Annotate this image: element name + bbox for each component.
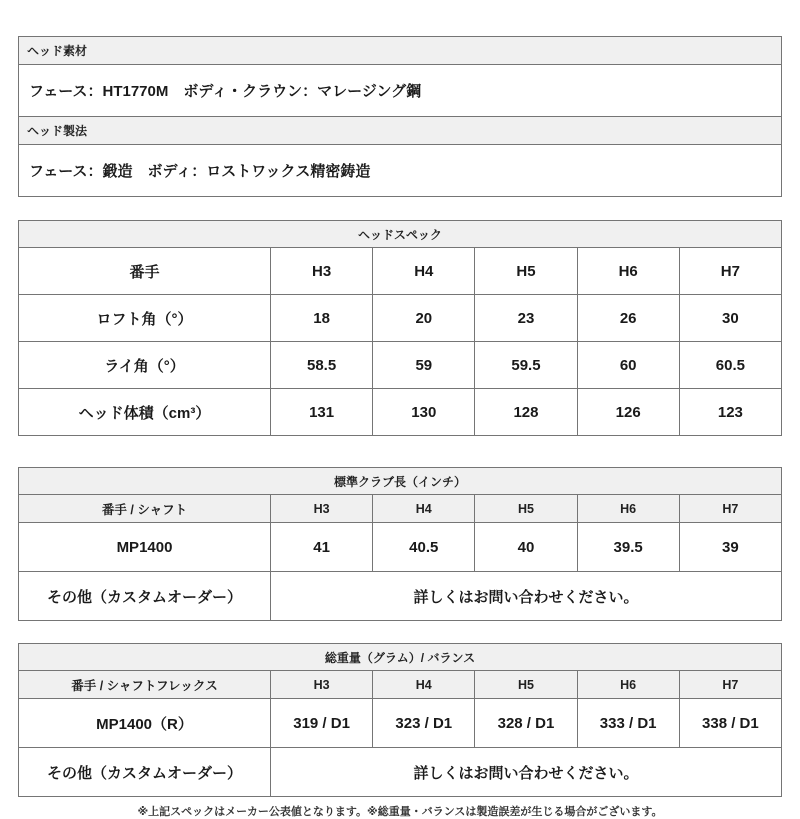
table-row xyxy=(19,342,782,389)
row-label-number: 番手 xyxy=(19,248,271,295)
header-cell: H3 xyxy=(271,671,373,699)
table-row xyxy=(19,523,782,572)
header-cell: H7 xyxy=(679,495,781,523)
spec-cell: 23 xyxy=(475,295,577,342)
spec-cell: 26 xyxy=(577,295,679,342)
spec-cell: 59 xyxy=(373,342,475,389)
spec-cell: 130 xyxy=(373,389,475,436)
table-row xyxy=(19,468,782,495)
spec-cell: H6 xyxy=(577,248,679,295)
spec-cell: 131 xyxy=(271,389,373,436)
header-cell: H6 xyxy=(577,671,679,699)
spec-cell: 20 xyxy=(373,295,475,342)
row-label-loft: ロフト角（°） xyxy=(19,295,271,342)
spec-cell: 60 xyxy=(577,342,679,389)
header-cell: H4 xyxy=(373,495,475,523)
row-label-lie: ライ角（°） xyxy=(19,342,271,389)
spec-cell: 18 xyxy=(271,295,373,342)
spec-cell: 123 xyxy=(679,389,781,436)
table-row xyxy=(19,145,782,197)
head-material-table xyxy=(18,36,782,197)
header-label-shaft: 番手 / シャフト xyxy=(19,495,271,523)
head-construction-value: フェース：鍛造 ボディ：ロストワックス精密鋳造 xyxy=(19,145,782,197)
spec-cell: 338 / D1 xyxy=(679,699,781,748)
table-row xyxy=(19,699,782,748)
spec-cell: 319 / D1 xyxy=(271,699,373,748)
spec-cell: H4 xyxy=(373,248,475,295)
spec-cell: 128 xyxy=(475,389,577,436)
spec-cell: 40.5 xyxy=(373,523,475,572)
header-cell: H4 xyxy=(373,671,475,699)
section-header-head-construction: ヘッド製法 xyxy=(19,117,782,145)
row-label-mp1400-r: MP1400（R） xyxy=(19,699,271,748)
spec-cell: 323 / D1 xyxy=(373,699,475,748)
spec-cell: H7 xyxy=(679,248,781,295)
head-spec-table xyxy=(18,220,782,436)
spec-cell: 39 xyxy=(679,523,781,572)
contact-note-cell: 詳しくはお問い合わせください。 xyxy=(271,748,782,797)
header-cell: H7 xyxy=(679,671,781,699)
spec-cell: 333 / D1 xyxy=(577,699,679,748)
spec-cell: 30 xyxy=(679,295,781,342)
club-length-title: 標準クラブ長（インチ） xyxy=(19,468,782,495)
header-cell: H6 xyxy=(577,495,679,523)
total-weight-title: 総重量（グラム）/ バランス xyxy=(19,644,782,671)
row-label-head-volume: ヘッド体積（cm³） xyxy=(19,389,271,436)
header-cell: H5 xyxy=(475,495,577,523)
table-row xyxy=(19,671,782,699)
table-row xyxy=(19,65,782,117)
header-label-shaft-flex: 番手 / シャフトフレックス xyxy=(19,671,271,699)
spec-cell: 58.5 xyxy=(271,342,373,389)
head-material-value: フェース：HT1770M ボディ・クラウン：マレージング鋼 xyxy=(19,65,782,117)
table-row xyxy=(19,248,782,295)
spec-cell: 60.5 xyxy=(679,342,781,389)
header-cell: H3 xyxy=(271,495,373,523)
spec-cell: 59.5 xyxy=(475,342,577,389)
table-row xyxy=(19,221,782,248)
table-row xyxy=(19,295,782,342)
section-header-head-material: ヘッド素材 xyxy=(19,37,782,65)
total-weight-table xyxy=(18,643,782,797)
spec-cell: H5 xyxy=(475,248,577,295)
club-length-table xyxy=(18,467,782,621)
contact-note-cell: 詳しくはお問い合わせください。 xyxy=(271,572,782,621)
header-cell: H5 xyxy=(475,671,577,699)
table-row xyxy=(19,117,782,145)
table-row xyxy=(19,37,782,65)
table-row xyxy=(19,389,782,436)
table-row xyxy=(19,644,782,671)
row-label-custom-order: その他（カスタムオーダー） xyxy=(19,748,271,797)
spec-cell: 126 xyxy=(577,389,679,436)
spec-cell: H3 xyxy=(271,248,373,295)
spec-cell: 41 xyxy=(271,523,373,572)
spec-cell: 40 xyxy=(475,523,577,572)
spec-cell: 328 / D1 xyxy=(475,699,577,748)
row-label-custom-order: その他（カスタムオーダー） xyxy=(19,572,271,621)
table-row xyxy=(19,495,782,523)
spec-cell: 39.5 xyxy=(577,523,679,572)
row-label-mp1400: MP1400 xyxy=(19,523,271,572)
table-row xyxy=(19,572,782,621)
table-row xyxy=(19,748,782,797)
disclaimer-note: ※上記スペックはメーカー公表値となります。※総重量・バランスは製造誤差が生じる場合がございます。 xyxy=(137,806,663,818)
head-spec-title: ヘッドスペック xyxy=(19,221,782,248)
